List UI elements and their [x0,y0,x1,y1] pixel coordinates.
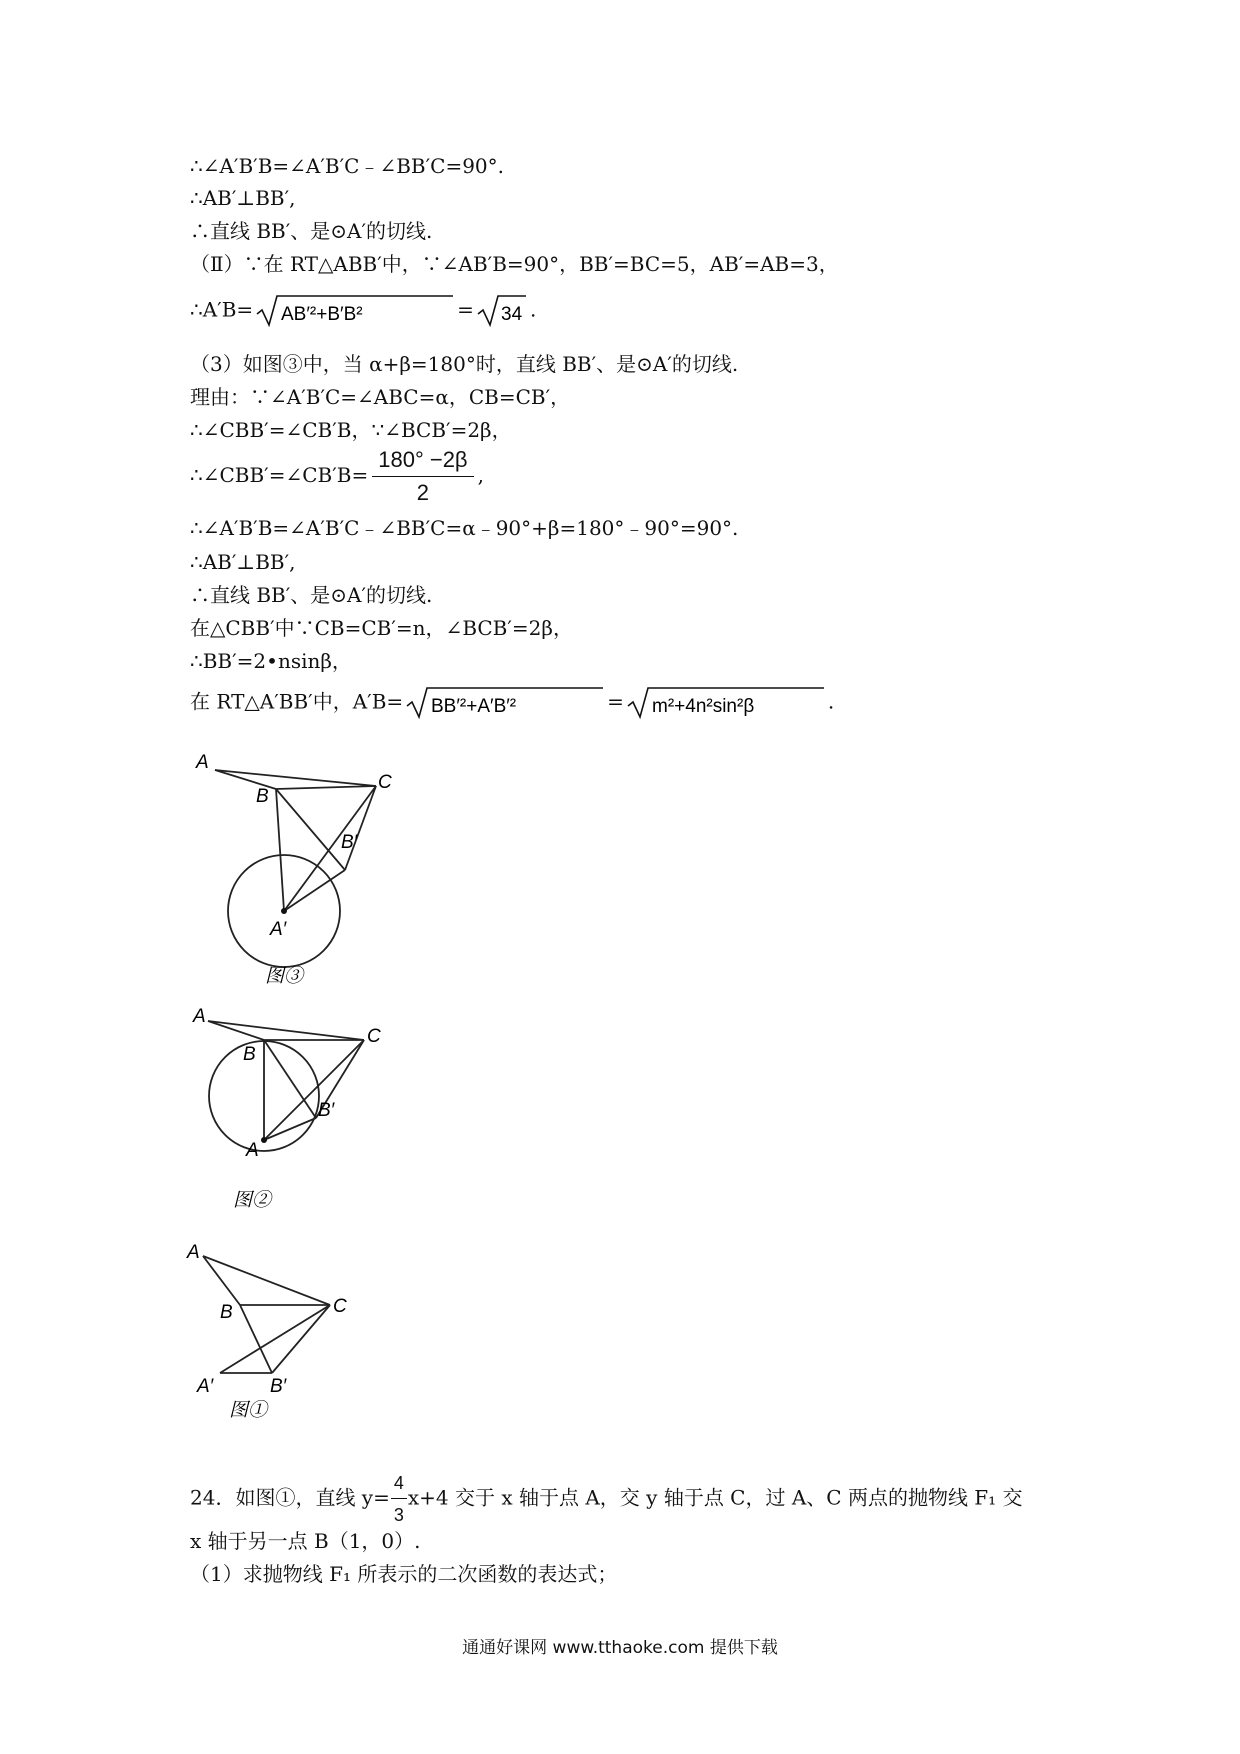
figure-2 [180,1000,410,1229]
page-footer: 通通好课网 www.tthaoke.com 提供下载 [462,1638,778,1658]
sqrt-3-radicand: BB′²+A′B′² [431,696,517,717]
fig2-label-b: B [243,1044,256,1065]
line-8: ∴∠CBB′=∠CB′B，∵∠BCB′=2β， [190,418,512,442]
fig1-label-a-prime: A′ [197,1376,214,1397]
sqrt-4 [626,686,826,720]
line-15-end: . [827,689,835,714]
question-24-line-2: x 轴于另一点 B（1，0）. [190,1529,421,1553]
fig1-label-b: B [220,1302,233,1323]
sqrt-4-radicand: m²+4n²sin²β [651,696,755,717]
line-5-end: . [529,297,537,322]
line-7: 理由：∵∠A′B′C=∠ABC=α，CB=CB′， [190,385,571,409]
line-15-prefix: 在 RT△A′BB′中，A′B= [190,689,404,714]
line-5 [190,294,536,328]
line-15 [190,686,834,720]
line-1: ∴∠A′B′B=∠A′B′C﹣∠BB′C=90°. [190,154,505,178]
sqrt-2 [476,294,528,328]
q24-fraction-den: 3 [393,1505,404,1525]
q24-fraction-num: 4 [391,1469,407,1499]
line-10: ∴∠A′B′B=∠A′B′C﹣∠BB′C=α﹣90°+β=180°﹣90°=90°. [190,516,739,540]
question-24-line-1 [190,1469,1023,1529]
fig2-label-a-center: A [246,1140,259,1161]
fraction-numerator: 180° −2β [372,446,473,477]
line-11: ∴AB′⊥BB′, [190,550,296,574]
q24-fraction [391,1469,407,1529]
sqrt-1 [255,294,455,328]
line-13: 在△CBB′中∵CB=CB′=n，∠BCB′=2β， [190,616,573,640]
line-5-prefix: ∴A′B= [190,297,254,322]
line-12: ∴直线 BB′、是⊙A′的切线. [190,583,433,607]
q24-prefix: 24．如图①，直线 y= [190,1485,390,1510]
sqrt-1-radicand: AB′²+B′B² [281,304,363,325]
fig3-label-a-prime: A′ [270,919,287,940]
fig1-label-a: A [187,1242,200,1263]
line-2: ∴AB′⊥BB′, [190,186,296,210]
line-5-mid: = [457,297,474,322]
figure-1 [180,1230,380,1429]
line-9 [190,446,484,507]
fig3-caption: 图③ [265,966,304,987]
fig2-caption: 图② [233,1190,272,1211]
line-9-prefix: ∴∠CBB′=∠CB′B= [190,463,369,487]
line-15-mid: = [607,689,624,714]
fraction-angle [372,446,473,507]
figure-3 [180,745,410,999]
fig1-label-c: C [333,1296,347,1317]
fig2-label-b-prime: B′ [318,1100,335,1121]
question-24-line-3: （1）求抛物线 F₁ 所表示的二次函数的表达式； [190,1562,618,1586]
line-3: ∴直线 BB′、是⊙A′的切线. [190,219,433,243]
sqrt-3 [405,686,605,720]
line-9-end: , [477,463,484,487]
fraction-denominator: 2 [416,480,430,505]
sqrt-2-radicand: 34 [500,304,523,325]
fig3-label-b: B [256,786,269,807]
fig2-label-c: C [367,1026,381,1047]
fig1-label-b-prime: B′ [270,1376,287,1397]
line-6: （3）如图③中，当 α+β=180°时，直线 BB′、是⊙A′的切线. [190,352,739,376]
fig3-label-c: C [378,772,392,793]
line-14: ∴BB′=2•nsinβ， [190,649,352,673]
fig2-label-a: A [193,1006,206,1027]
line-4: （Ⅱ）∵在 RT△ABB′中，∵∠AB′B=90°，BB′=BC=5，AB′=AB=3， [190,252,839,276]
fig1-caption: 图① [229,1400,268,1421]
fig3-label-b-prime: B′ [341,832,358,853]
fig3-label-a: A [196,752,209,773]
q24-suffix: x+4 交于 x 轴于点 A，交 y 轴于点 C，过 A、C 两点的抛物线 F₁ 交 [407,1485,1023,1510]
